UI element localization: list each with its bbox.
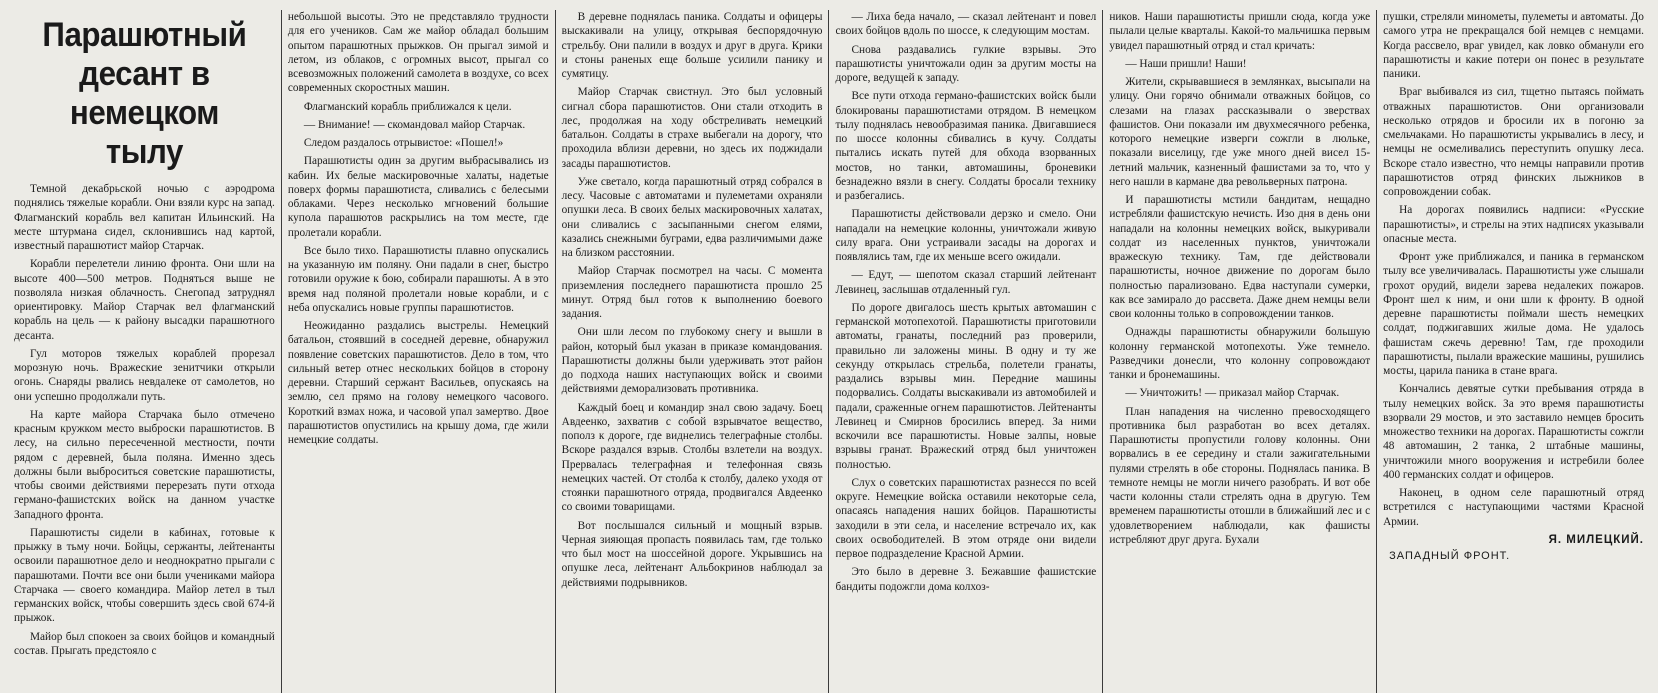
paragraph: Флагманский корабль приближался к цели.: [303, 100, 512, 113]
paragraph: — Лиха беда начало, — сказал лейтенант и повел своих бойцов вдоль по шоссе, к следующим мостам.: [835, 11, 1097, 38]
paragraph: Слух о советских парашютистах разнесся по всей округе. Немецкие войска оставили некоторые села, опасаясь нападения наших бойцов. Парашютисты заходили в эти села, и население встречало их, как своих освободителей. В этом отряде они видели первое подразделение Красной Армии.: [835, 476, 1097, 560]
paragraph: На карте майора Старчака было отмечено красным кружком место выброски парашютистов. В лесу, на сильно пересеченной местности, почти рядом с деревней, была поляна. Именно здесь должны были выброситься советские парашютисты, чтобы своими действиями перерезать пути отхода германо-фашистских войск на данном участке Западного фронта.: [14, 408, 275, 521]
paragraph: — Уничтожить! — приказал майор Старчак.: [1125, 387, 1340, 400]
paragraph: На дорогах появились надписи: «Русские парашютисты», и стрелы на этих надписях указывали опасные места.: [1383, 204, 1644, 245]
paragraph: Майор Старчак посмотрел на часы. С момента приземления последнего парашютиста прошло 25 минут. Отряд был готов к выполнению боевого задания.: [561, 265, 823, 320]
paragraph: — Наши пришли! Наши!: [1125, 57, 1247, 70]
paragraph: Каждый боец и командир знал свою задачу. Боец Авдеенко, захватив с собой взрывчатое вещество, пополз к дороге, где виднелись телеграфные столбы. Вскоре раздался взрыв. Столбы взлетели на воздух. Прервалась телеграфная и телефонная связь немецких частей. От столба к столбу, далеко уходя от стоянки парашютного отряда, продвигался Авдеенко со своими товарищами.: [561, 401, 823, 514]
paragraph: небольшой высоты. Это не представляло трудности для его учеников. Сам же майор обладал большим опытом парашютных прыжков. Он прыгал зимой и летом, из облаков, с огромных высот, прыгал со всевозможных положений самолета в воздухе, со всех современных скоростных машин.: [287, 11, 549, 95]
paragraph: Враг выбивался из сил, тщетно пытаясь поймать отважных парашютистов. Они организовали несколько отрядов и бросили их в погоню за смельчаками. Но парашютисты укрывались в лесу, и немцы не осмеливались переступить опушку леса. Вскоре стало известно, что немцы направили против парашютистов отряд финских лыжников в сопровождении собак.: [1383, 86, 1644, 198]
paragraph: Майор был спокоен за своих бойцов и командный состав. Прыгать предстояло с: [14, 630, 275, 657]
article-column-6: [1377, 10, 1650, 693]
paragraph: Фронт уже приближался, и паника в германском тылу все увеличивалась. Парашютисты уже слышали грохот орудий, видели зарева недалеких пожаров. Фронт шел к ним, и они шли к фронту. В одной деревне парашютисты поймали шесть немецких солдат, поджигавших жилые дома. Не удалось фашистам сжечь деревню! Там, где проходили парашютисты, пылали вражеские машины, рушились мосты, царила паника в стане врага.: [1383, 251, 1644, 377]
article-headline: Парашютный десант в немецком тылу: [42, 16, 247, 171]
paragraph: Все было тихо. Парашютисты плавно опускались на указанную им поляну. Они падали в снег, быстро готовили оружие к бою, собирали парашюты. А в это время над поляной пролетали новые корабли, и с неба опускались новые группы парашютистов.: [287, 244, 549, 314]
article-column-1: [8, 10, 282, 693]
author-signature: Я. МИЛЕЦКИЙ.: [1548, 533, 1644, 546]
paragraph: И парашютисты мстили бандитам, нещадно истребляли фашистскую нечисть. Изо дня в день они нападали на колонны немецких войск, выкуривали солдат из населенных пунктов, уничтожали вражескую технику. Там, где действовали парашютисты, ночное движение по дорогам было полностью парализовано. Едва наступали сумерки, как все замирало до рассвета. Даже днем немцы вели свои колонны только в сопровождении танков.: [1109, 194, 1371, 320]
article-columns: [8, 10, 1650, 693]
paragraph: Гул моторов тяжелых кораблей прорезал морозную ночь. Вражеские зенитчики открыли огонь. Снаряды рвались невдалеке от самолетов, но они успешно продолжали путь.: [14, 347, 275, 403]
paragraph: Они шли лесом по глубокому снегу и вышли в район, который был указан в приказе командования. Парашютисты должны были удерживать этот район до подхода наших наступающих войск и своими действиями деморализовать противника.: [561, 326, 823, 396]
article-column-3: [556, 10, 830, 693]
paragraph: Жители, скрывавшиеся в землянках, высыпали на улицу. Они горячо обнимали отважных бойцов, со слезами на глазах рассказывали о зверствах фашистов. Они показали им двухмесячного ребенка, которого немецкие изверги сожгли в люльке, показали виселицу, где уже много дней висел 15-летний мальчик, казненный фашистами за то, что у него нашли в кармане два револьверных патрона.: [1109, 76, 1371, 188]
article-column-2: [282, 10, 556, 693]
article-column-5: [1103, 10, 1377, 693]
column-1-text: [14, 182, 275, 662]
paragraph: Все пути отхода германо-фашистских войск были блокированы парашютистами отрядом. В немецком тылу поднялась невообразимая паника. Двигавшиеся по шоссе колонны сбивались в кучу. Солдаты пытались искать путей для обхода взорванных мостов, но танки, автомашины, броневики безнадежно вязли в снегу. Солдаты бросали технику и разбегались.: [835, 90, 1097, 202]
paragraph: Кончались девятые сутки пребывания отряда в тылу немецких войск. За это время парашютисты взорвали 29 мостов, и это заставило немцев бросить множество техники на дорогах. Парашютисты сожгли 48 автомашин, 2 танка, 2 штабные машины, уничтожили много вооружения и истребили более 400 германских солдат и офицеров.: [1383, 383, 1644, 481]
paragraph: Корабли перелетели линию фронта. Они шли на высоте 400—500 метров. Подняться выше не позволяла низкая облачность. Снегопад затруднял ориентировку. Майор Старчак вел флагманский корабль на цель — к району высадки парашютного десанта.: [14, 258, 275, 342]
paragraph: Уже светало, когда парашютный отряд собрался в лесу. Часовые с автоматами и пулеметами охраняли опушки леса. В своих белых маскировочных халатах, они сливались с засыпанными снегом елями, казались снежными буграми, едва различимыми даже на близком расстоянии.: [561, 175, 823, 259]
paragraph: Это было в деревне З. Бежавшие фашистские бандиты подожгли дома колхоз-: [835, 566, 1097, 593]
paragraph: Однажды парашютисты обнаружили большую колонну германской мотопехоты. Уже темнело. Разведчики донесли, что колонну сопровождают танки и бронемашины.: [1109, 326, 1371, 381]
paragraph: Парашютисты сидели в кабинах, готовые к прыжку в тьму ночи. Бойцы, сержанты, лейтенанты освоили парашютное дело и неоднократно прыгали с парашютами. Почти все они были учениками майора Старчака — своего командира. Майор летел в тыл германских войск, чтобы совершить здесь свой 674-й прыжок.: [14, 526, 275, 625]
paragraph: Темной декабрьской ночью с аэродрома поднялись тяжелые корабли. Они взяли курс на запад. Флагманский корабль вел капитан Ильинский. На месте штурмана сидел, склонившись над картой, известный парашютист майор Старчак.: [14, 183, 275, 252]
paragraph: ников. Наши парашютисты пришли сюда, когда уже пылали целые кварталы. Какой-то мальчишка первым увидел парашютный отряд и стал кричать:: [1109, 11, 1371, 52]
paragraph: Неожиданно раздались выстрелы. Немецкий батальон, стоявший в соседней деревне, обнаружил появление советских парашютистов. Дело в том, что сильный ветер отнес нескольких бойцов в сторону деревни. Старший сержант Васильев, опускаясь на землю, сел прямо на голову немецкого часового. Короткий взмах ножа, и часовой упал замертво. Двое парашютистов опустились на крышу дома, где жили немецкие солдаты.: [287, 320, 549, 446]
paragraph: Наконец, в одном селе парашютный отряд встретился с наступающими частями Красной Армии.: [1383, 487, 1644, 528]
paragraph: пушки, стреляли минометы, пулеметы и автоматы. До самого утра не прекращался бой немцев с немцами. Когда рассвело, враг увидел, как ловко обманули его парашютисты и какие потери он понес в результате паники.: [1383, 11, 1644, 80]
paragraph: Майор Старчак свистнул. Это был условный сигнал сбора парашютистов. Они стали отходить в лес, продолжая на ходу обстреливать немецкий батальон. Солдаты в страхе выбегали на дорогу, что проходила вблизи деревни, но здесь их поджидали засады парашютистов.: [561, 86, 823, 170]
paragraph: В деревне поднялась паника. Солдаты и офицеры выскакивали на улицу, открывая беспорядочную стрельбу. Они палили в воздух и друг в друга. Крики и стоны раненых еще больше усилили панику и сумятицу.: [561, 11, 823, 80]
paragraph: Парашютисты один за другим выбрасывались из кабин. Их белые маскировочные халаты, надетые поверх формы парашютиста, сливались с белесыми облаками. Через несколько мгновений большие купола парашютов раскрылись на том месте, где пролетали корабли.: [287, 155, 549, 239]
paragraph: Вот послышался сильный и мощный взрыв. Черная зияющая пропасть появилась там, где только что был мост на шоссейной дороге. Укрывшись на опушке леса, лейтенант Альбокринов наблюдал за действиями подрывников.: [561, 519, 823, 589]
paragraph: План нападения на численно превосходящего противника был разработан во всех деталях. Парашютисты пропустили голову колонны. Они ворвались в ее середину и стали зажигательными пулями стрелять в обе стороны. Поднялась паника. В темноте немцы не могли ничего разобрать. И вот обе части колонны стали стрелять одна в другую. Тем временем парашютисты отошли в ближайший лес и с удовлетворением наблюдали, как фашисты истребляют друг друга. Бухали: [1109, 405, 1371, 546]
paragraph: По дороге двигалось шесть крытых автомашин с германской мотопехотой. Парашютисты приготовили автоматы, гранаты, последний раз проверили, правильно ли заложены мины. В одну и ту же секунду открылась стрельба, полетели гранаты, раздались взрывы мин. Передние машины подорвались. Солдаты выскакивали из автомобилей и падали, сраженные огнем парашютистов. Лейтенанты Левинец и Смирнов бросились вперед. За ними вскочили все парашютисты. Новые залпы, новые взрывы гранат. Вражеский отряд был уничтожен полностью.: [835, 301, 1097, 471]
dateline: ЗАПАДНЫЙ ФРОНТ.: [1389, 550, 1511, 562]
paragraph: — Внимание! — скомандовал майор Старчак.: [303, 118, 526, 131]
paragraph: Парашютисты действовали дерзко и смело. Они нападали на немецкие колонны, уничтожали живую силу врага. Они устраивали засады на дорогах и появлялись там, где их меньше всего ожидали.: [835, 208, 1097, 263]
paragraph: Следом раздалось отрывистое: «Пошел!»: [303, 137, 504, 149]
article-column-4: [829, 10, 1103, 693]
paragraph: Снова раздавались гулкие взрывы. Это парашютисты уничтожали один за другим мосты на дороге, ведущей к западу.: [835, 43, 1097, 84]
paragraph: — Едут, — шепотом сказал старший лейтенант Левинец, заслышав отдаленный гул.: [835, 269, 1097, 296]
